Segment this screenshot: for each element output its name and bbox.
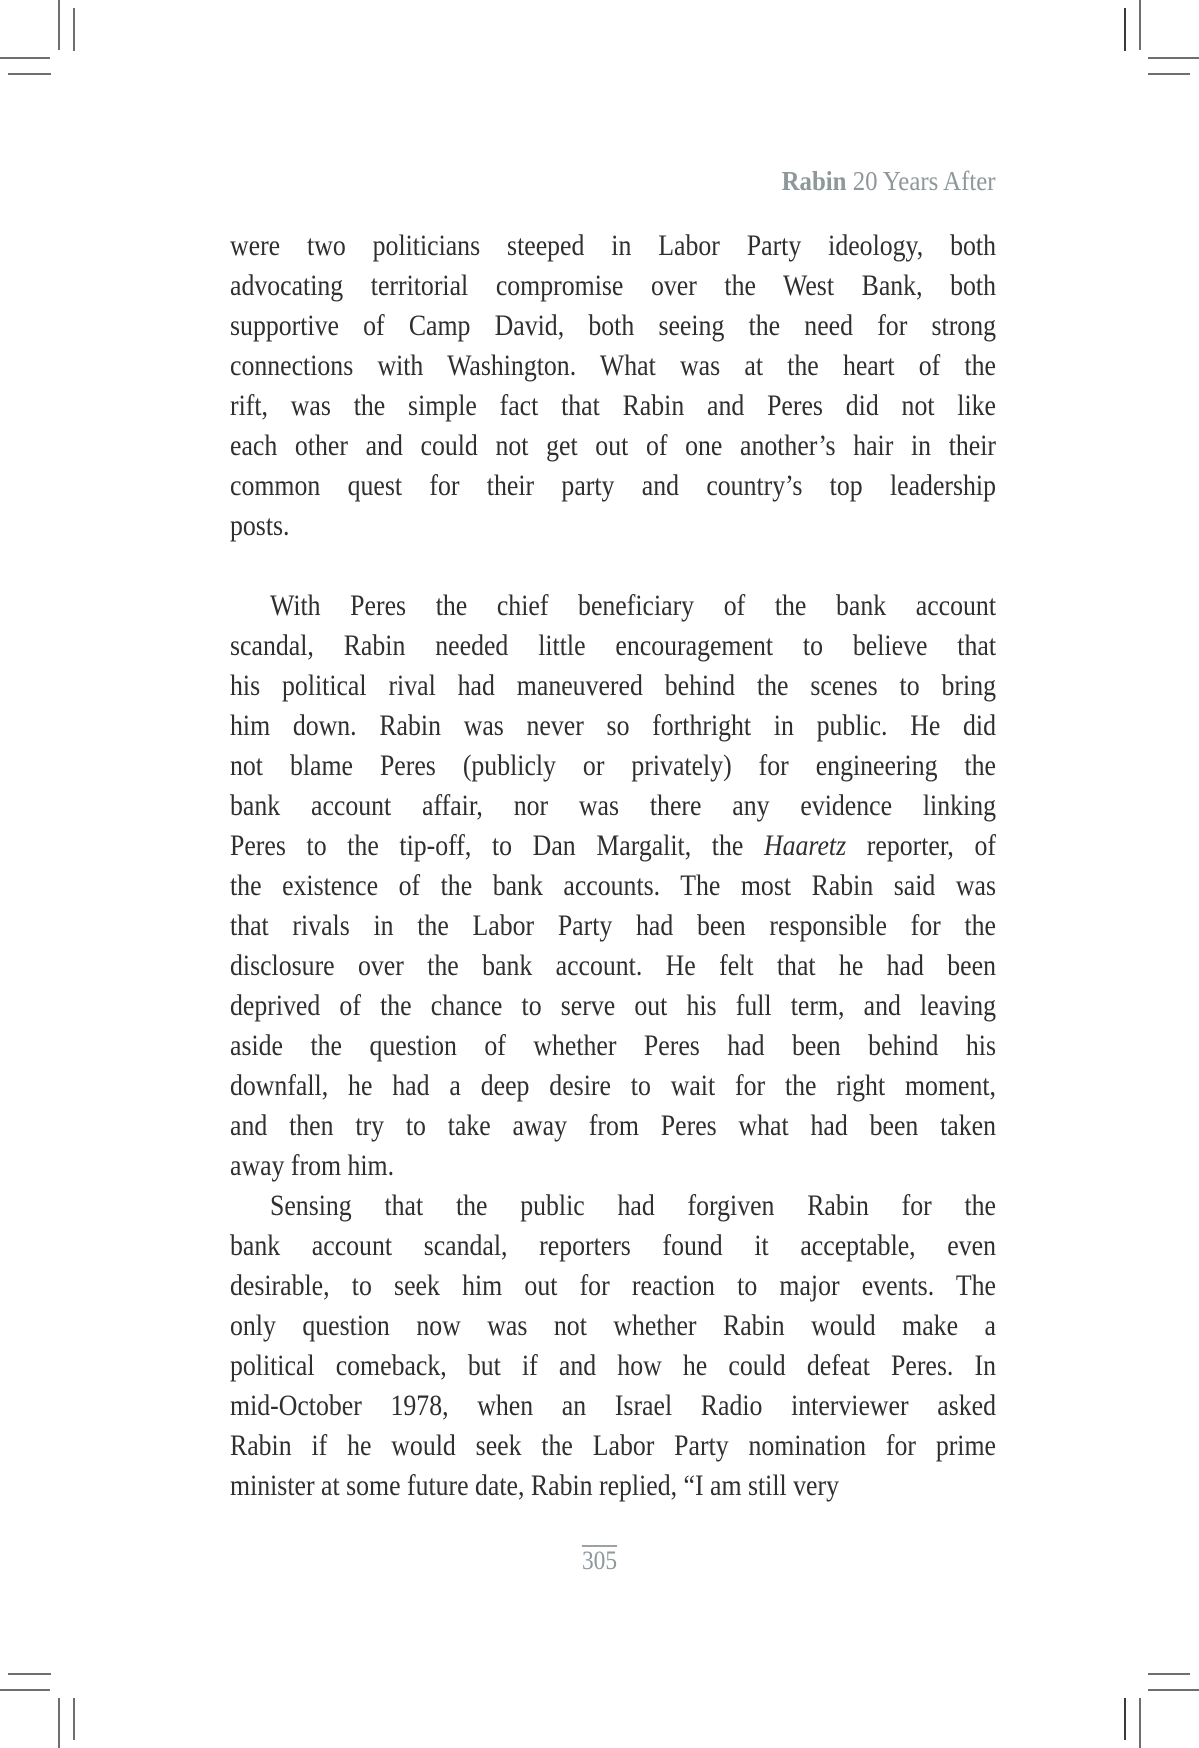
text-line bbox=[230, 586, 996, 626]
paragraph bbox=[230, 1186, 996, 1506]
text-line-content: his political rival had maneuvered behind the scenes to bring bbox=[230, 669, 997, 702]
text-line-content: that rivals in the Labor Party had been responsible for the bbox=[230, 909, 997, 942]
paragraph bbox=[230, 226, 996, 546]
crop-mark bbox=[1148, 1689, 1199, 1691]
text-line bbox=[230, 1186, 996, 1226]
text-line-content: the existence of the bank accounts. The most Rabin said was bbox=[230, 869, 997, 902]
text-line bbox=[230, 1426, 996, 1466]
text-line-content: and then try to take away from Peres what had been taken bbox=[230, 1109, 997, 1142]
text-line-content: political comeback, but if and how he could defeat Peres. In bbox=[230, 1349, 997, 1382]
text-line-content: away from him. bbox=[230, 1149, 395, 1182]
text-line-content: supportive of Camp David, both seeing the need for strong bbox=[230, 309, 996, 342]
text-line-content: disclosure over the bank account. He felt that he had been bbox=[230, 949, 996, 982]
text-line bbox=[230, 986, 996, 1026]
running-head bbox=[782, 166, 996, 196]
crop-mark bbox=[0, 57, 50, 59]
text-line-content: him down. Rabin was never so forthright in public. He did bbox=[230, 709, 996, 742]
crop-mark bbox=[1148, 57, 1199, 59]
crop-mark bbox=[8, 73, 51, 75]
page-number bbox=[0, 1545, 1199, 1576]
crop-mark bbox=[73, 1698, 75, 1740]
crop-mark bbox=[1139, 0, 1141, 50]
text-line bbox=[230, 1066, 996, 1106]
text-line bbox=[230, 826, 996, 866]
text-line bbox=[230, 506, 996, 546]
text-line-content: bank account affair, nor was there any evidence linking bbox=[230, 789, 997, 822]
crop-mark bbox=[1148, 73, 1190, 75]
text-line bbox=[230, 706, 996, 746]
text-line bbox=[230, 1026, 996, 1066]
crop-mark bbox=[1124, 1698, 1126, 1740]
paragraph bbox=[230, 586, 996, 1186]
text-line-content: aside the question of whether Peres had been behind his bbox=[230, 1029, 996, 1062]
page-number-value: 305 bbox=[581, 1546, 618, 1575]
text-line bbox=[230, 1146, 996, 1186]
text-line-content: scandal, Rabin needed little encouragement to believe that bbox=[230, 629, 996, 662]
text-line-content: posts. bbox=[230, 509, 290, 542]
text-line-content: Sensing that the public had forgiven Rabin for the bbox=[270, 1189, 997, 1222]
text-line bbox=[230, 1466, 996, 1506]
text-line bbox=[230, 1386, 996, 1426]
text-line-content: desirable, to seek him out for reaction to major events. The bbox=[230, 1269, 997, 1302]
text-line bbox=[230, 626, 996, 666]
text-line bbox=[230, 1266, 996, 1306]
running-head-author: Rabin bbox=[782, 166, 847, 196]
text-line-content: rift, was the simple fact that Rabin and Peres did not like bbox=[230, 389, 997, 422]
text-line-content: only question now was not whether Rabin would make a bbox=[230, 1309, 996, 1342]
text-line bbox=[230, 1306, 996, 1346]
text-line bbox=[230, 386, 996, 426]
crop-mark bbox=[1148, 1673, 1190, 1675]
text-line bbox=[230, 866, 996, 906]
text-line bbox=[230, 906, 996, 946]
text-line-content: bank account scandal, reporters found it acceptable, even bbox=[230, 1229, 997, 1262]
italic-title: Haaretz bbox=[763, 829, 847, 862]
crop-mark bbox=[1124, 8, 1126, 51]
text-line-content: downfall, he had a deep desire to wait for the right moment, bbox=[230, 1069, 996, 1102]
crop-mark bbox=[58, 0, 60, 50]
text-line-content: not blame Peres (publicly or privately) for engineering the bbox=[230, 749, 997, 782]
text-line bbox=[230, 466, 996, 506]
text-line bbox=[230, 1226, 996, 1266]
text-line bbox=[230, 426, 996, 466]
crop-mark bbox=[73, 8, 75, 51]
text-line bbox=[230, 306, 996, 346]
text-line bbox=[230, 746, 996, 786]
text-line-content: were two politicians steeped in Labor Party ideology, both bbox=[230, 229, 996, 262]
crop-mark bbox=[58, 1698, 60, 1748]
body-text bbox=[230, 226, 996, 1506]
crop-mark bbox=[8, 1673, 51, 1675]
text-line bbox=[230, 946, 996, 986]
text-line bbox=[230, 1106, 996, 1146]
text-line-content: Rabin if he would seek the Labor Party nomination for prime bbox=[230, 1429, 997, 1462]
crop-mark bbox=[0, 1689, 50, 1691]
text-line-content: advocating territorial compromise over the West Bank, both bbox=[230, 269, 996, 302]
text-line bbox=[230, 346, 996, 386]
text-line-content: connections with Washington. What was at the heart of the bbox=[230, 349, 996, 382]
text-line bbox=[230, 226, 996, 266]
text-line bbox=[230, 1346, 996, 1386]
text-line-content: Peres to the tip-off, to Dan Margalit, the Haaretz reporter, of bbox=[230, 829, 997, 862]
paragraph-gap bbox=[230, 546, 996, 586]
crop-mark bbox=[1139, 1698, 1141, 1748]
text-line bbox=[230, 666, 996, 706]
text-line-content: common quest for their party and country’s top leadership bbox=[230, 469, 997, 502]
text-line bbox=[230, 266, 996, 306]
text-line-content: mid-October 1978, when an Israel Radio interviewer asked bbox=[230, 1389, 996, 1422]
text-line bbox=[230, 786, 996, 826]
text-line-content: minister at some future date, Rabin replied, “I am still very bbox=[230, 1469, 839, 1502]
text-line-content: each other and could not get out of one another’s hair in their bbox=[230, 429, 996, 462]
text-line-content: With Peres the chief beneficiary of the bank account bbox=[270, 589, 997, 622]
text-line-content: deprived of the chance to serve out his full term, and leaving bbox=[230, 989, 996, 1022]
running-head-title: 20 Years After bbox=[846, 166, 996, 196]
